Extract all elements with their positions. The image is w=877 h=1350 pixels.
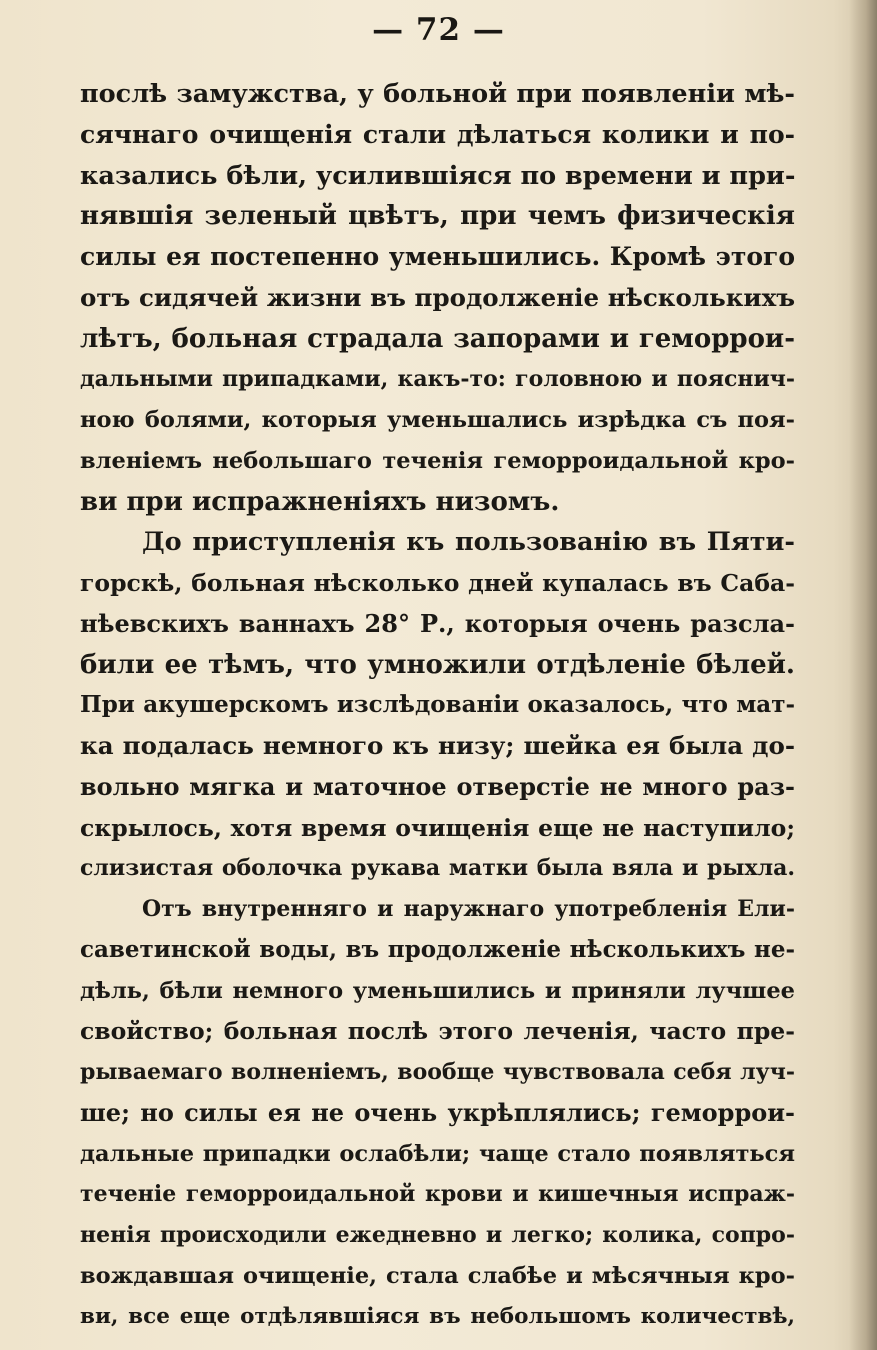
text-line: ви при испражненіяхъ низомъ. xyxy=(80,486,560,517)
text-line: отъ сидячей жизни въ продолженіе нѣсколькихъ xyxy=(80,282,795,312)
text-line: ви, все еще отдѣлявшіяся въ небольшомъ количествѣ, xyxy=(80,1303,795,1329)
text-line: нѣевскихъ ваннахъ 28° Р., которыя очень разсла- xyxy=(80,608,795,638)
text-line: вленіемъ небольшаго теченія геморроидальной кро- xyxy=(80,447,795,474)
text-line: вольно мягка и маточное отверстіе не много раз- xyxy=(80,771,795,801)
text-line: дальными припадками, какъ-то: головною и пояснич- xyxy=(80,366,795,393)
text-line: горскѣ, больная нѣсколько дней купалась въ Саба- xyxy=(80,569,795,597)
text-line: рываемаго волненіемъ, вообще чувствовала себя луч- xyxy=(80,1059,795,1085)
paragraph-start-line: До приступленія къ пользованію въ Пяти- xyxy=(142,527,795,558)
text-line: нявшія зеленый цвѣтъ, при чемъ физическія xyxy=(80,201,795,232)
text-line: При акушерскомъ изслѣдованіи оказалось, что мат- xyxy=(80,691,795,719)
page-binding-shadow xyxy=(849,0,877,1350)
text-line: ненія происходили ежедневно и легко; колика, сопро- xyxy=(80,1222,795,1248)
body-text xyxy=(80,74,795,1337)
text-line: послѣ замужства, у больной при появленіи мѣ- xyxy=(80,79,795,109)
text-line: ка подалась немного къ низу; шейка ея была до- xyxy=(80,731,795,760)
text-line: били ее тѣмъ, что умножили отдѣленіе бѣлей. xyxy=(80,649,795,680)
text-line: скрылось, хотя время очищенія еще не наступило; xyxy=(80,813,795,842)
text-line: свойство; больная послѣ этого леченія, часто пре- xyxy=(80,1017,795,1046)
paragraph-start-line: Отъ внутренняго и наружнаго употребленія Ели- xyxy=(142,896,795,922)
text-line: казались бѣли, усилившіяся по времени и при- xyxy=(80,160,795,191)
text-line: лѣтъ, больная страдала запорами и геморрои- xyxy=(80,323,795,354)
text-line: силы ея постепенно уменьшились. Кромѣ этого xyxy=(80,242,795,271)
text-line: ше; но силы ея не очень укрѣплялись; геморрои- xyxy=(80,1097,795,1127)
text-line: ною болями, которыя уменьшались изрѣдка съ поя- xyxy=(80,407,795,433)
text-line: сячнаго очищенія стали дѣлаться колики и по- xyxy=(80,119,795,149)
text-line: дѣль, бѣли немного уменьшились и приняли лучшее xyxy=(80,977,795,1004)
text-line: теченіе геморроидальной крови и кишечныя испраж- xyxy=(80,1181,795,1208)
text-line: саветинской воды, въ продолженіе нѣсколькихъ не- xyxy=(80,935,795,963)
page-number: — 72 — xyxy=(372,12,505,48)
text-line: вождавшая очищеніе, стала слабѣе и мѣсячныя кро- xyxy=(80,1262,795,1289)
text-line: дальные припадки ослабѣли; чаще стало появляться xyxy=(80,1140,795,1167)
text-line: слизистая оболочка рукава матки была вяла и рыхла. xyxy=(80,855,795,882)
